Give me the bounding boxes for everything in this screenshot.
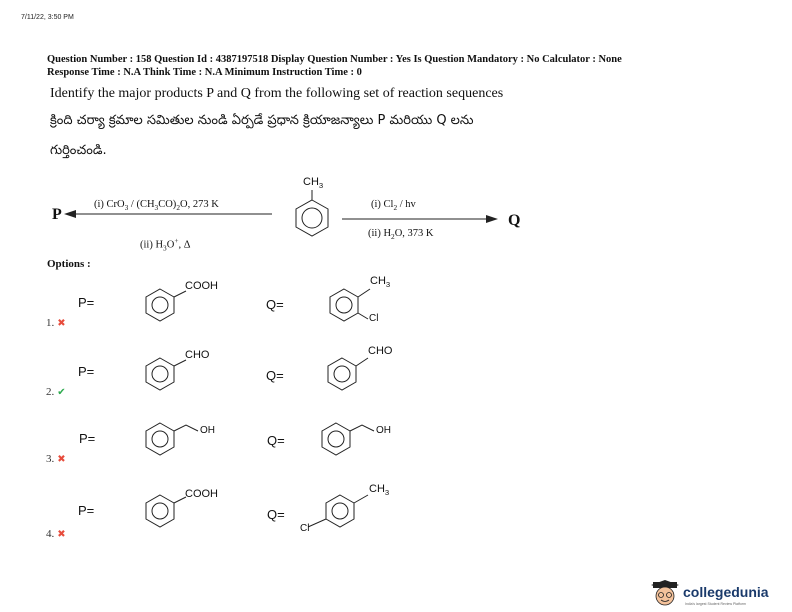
student-mascot-icon [650,580,680,608]
option-4-number: 4. ✖ [46,528,66,540]
option-4[interactable] [0,483,792,543]
p-chlorotoluene-structure [304,491,380,535]
left-step-1: (i) $CrO_3 / (CH_3CO)_2O$, 273 K [94,199,219,213]
product-p-label: P [52,206,62,223]
option-p-label: P= [78,364,95,379]
q-ch3-label: $CH_3$ [370,275,391,290]
left-step-2: (ii) $H_3O^+$, Δ [140,236,191,253]
option-1[interactable] [0,275,792,333]
question-text-english: Identify the major products P and Q from the following set of reaction sequences [50,86,504,101]
option-p-label: P= [79,431,96,446]
wrong-mark-icon: ✖ [57,318,66,329]
option-1-number: 1. ✖ [46,317,66,329]
question-text-telugu-line1: క్రింది చర్యా క్రమాల సమితుల నుండి ఏర్పడే ప్రధాన క్రియాజన్యాలు P మరియు Q లను [50,113,474,128]
option-2-number: 2. ✔ [46,386,66,398]
option-p-label: P= [78,503,95,518]
p-group-label: CHO [185,349,210,361]
option-q-label: Q= [267,507,285,522]
benzyl-alcohol-structure [140,419,202,459]
right-step-2: (ii) $H_2O$, 373 K [368,228,434,242]
p-group-label: COOH [185,280,218,292]
toluene-structure [289,188,335,244]
benzaldehyde-structure-q [322,352,372,392]
timestamp: 7/11/22, 3:50 PM [21,14,74,21]
benzyl-alcohol-structure-q [316,419,378,459]
q-cl-label: Cl [300,523,310,534]
q-ch3-label: $CH_3$ [369,483,390,498]
wrong-mark-icon: ✖ [57,454,66,465]
q-group-label: CHO [368,345,393,357]
option-3-number: 3. ✖ [46,453,66,465]
correct-check-icon: ✔ [57,387,66,398]
benzoic-acid-structure [140,285,190,325]
p-group-label: OH [200,425,215,436]
right-step-1: (i) $Cl_2$ / hv [371,199,416,213]
option-q-label: Q= [267,433,285,448]
chlorotoluene-structure [324,283,374,327]
option-p-label: P= [78,295,95,310]
collegedunia-logo [650,578,790,610]
q-cl-label: Cl [369,313,379,324]
q-group-label: OH [376,425,391,436]
product-q-label: Q [508,212,521,229]
option-3[interactable] [0,415,792,473]
option-2[interactable] [0,344,792,402]
logo-tagline: India's largest Student Review Platform [685,602,746,606]
question-text-telugu-line2: గుర్తించండి. [50,143,107,158]
options-label: Options : [47,258,91,270]
question-meta-line2: Response Time : N.A Think Time : N.A Minimum Instruction Time : 0 [47,67,362,78]
logo-name: collegedunia [683,584,769,600]
right-reaction-arrow [340,212,500,226]
benzaldehyde-structure [140,354,190,394]
option-q-label: Q= [266,368,284,383]
benzoic-acid-structure [140,491,190,531]
p-group-label: COOH [185,488,218,500]
question-meta-line1: Question Number : 158 Question Id : 4387197518 Display Question Number : Yes Is Question Mandatory : No Calculator : None [47,54,622,65]
toluene-ch3-label: $CH_3$ [303,176,324,191]
reaction-scheme [0,170,792,260]
wrong-mark-icon: ✖ [57,529,66,540]
option-q-label: Q= [266,297,284,312]
